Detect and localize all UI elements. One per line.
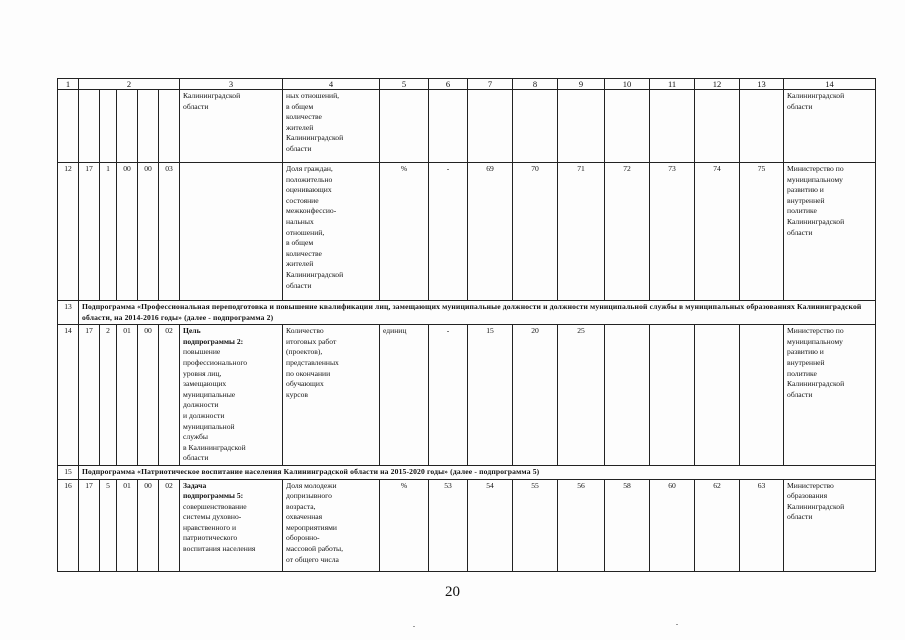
value-cell: 69 <box>468 163 513 301</box>
table-row-14 <box>58 325 876 466</box>
indicator-cell: Доля молодежи допризывного возраста, охваченная мероприятиями оборонно- массовой работы, от общего числа <box>283 479 380 571</box>
header-cell: 4 <box>283 79 380 90</box>
value-cell: 20 <box>513 325 558 466</box>
value-cell: 54 <box>468 479 513 571</box>
table-row-13 <box>58 301 876 325</box>
value-cell: 71 <box>558 163 605 301</box>
table-row-16 <box>58 479 876 571</box>
ministry-cell: Министерство по муниципальному развитию и внутренней политике Калининградской области <box>784 325 876 466</box>
table-row-15 <box>58 465 876 479</box>
value-cell <box>695 325 740 466</box>
indicator-cell: Количество итоговых работ (проектов), представленных по окончании обучающих курсов <box>283 325 380 466</box>
row-number: 13 <box>58 301 79 325</box>
header-cell: 14 <box>784 79 876 90</box>
code-cell: 2 <box>100 325 117 466</box>
subprogram-title: Подпрограмма «Патриотическое воспитание населения Калининградской области на 2015-2020 годы» (далее - подпрограмма 5) <box>79 465 876 479</box>
row-number: 14 <box>58 325 79 466</box>
goal-cell: Калининградской области <box>180 90 283 163</box>
value-cell: 15 <box>468 325 513 466</box>
subprogram-title: Подпрограмма «Профессиональная переподготовка и повышение квалификации лиц, замещающих муниципальные должности и должности муниципальной службы в муниципальных образованиях Калининградской области, на 2014-2016 годы» (далее - подпрограмма 2) <box>79 301 876 325</box>
code-cell: 17 <box>79 479 100 571</box>
header-cell: 12 <box>695 79 740 90</box>
value-cell: 58 <box>605 479 650 571</box>
value-cell: 25 <box>558 325 605 466</box>
scan-speck <box>676 624 678 625</box>
header-cell: 3 <box>180 79 283 90</box>
header-cell: 10 <box>605 79 650 90</box>
header-cell: 5 <box>380 79 429 90</box>
header-cell: 13 <box>740 79 784 90</box>
row-number: 12 <box>58 163 79 301</box>
code-cell: 00 <box>138 325 159 466</box>
value-cell: 62 <box>695 479 740 571</box>
goal-cell <box>180 163 283 301</box>
row-number: 15 <box>58 465 79 479</box>
indicator-cell: ных отношений, в общем количестве жителей Калининградской области <box>283 90 380 163</box>
value-cell: 75 <box>740 163 784 301</box>
goal-cell: Цель подпрограммы 2: повышение профессионального уровня лиц, замещающих муниципальные должности и должности муниципальной службы в Калининградской области <box>180 325 283 466</box>
code-cell: 00 <box>138 479 159 571</box>
value-cell: 74 <box>695 163 740 301</box>
indicators-table <box>57 78 876 572</box>
code-cell: 1 <box>100 163 117 301</box>
page-number: 20 <box>445 584 460 600</box>
header-cell: 2 <box>79 79 180 90</box>
ministry-cell: Министерство образования Калининградской области <box>784 479 876 571</box>
value-cell: 55 <box>513 479 558 571</box>
unit-cell: единиц <box>380 325 429 466</box>
unit-cell: % <box>380 163 429 301</box>
table-row-12 <box>58 163 876 301</box>
goal-cell: Задача подпрограммы 5: совершенствование системы духовно- нравственного и патриотического воспитания населения <box>180 479 283 571</box>
header-cell: 7 <box>468 79 513 90</box>
header-row <box>58 79 876 90</box>
value-cell: 72 <box>605 163 650 301</box>
code-cell: 01 <box>117 325 138 466</box>
code-cell: 00 <box>138 163 159 301</box>
value-cell <box>650 325 695 466</box>
value-cell: 60 <box>650 479 695 571</box>
ministry-cell: Калининградской области <box>784 90 876 163</box>
header-cell: 1 <box>58 79 79 90</box>
value-cell: 63 <box>740 479 784 571</box>
code-cell: 01 <box>117 479 138 571</box>
value-cell <box>740 325 784 466</box>
code-cell: 03 <box>159 163 180 301</box>
unit-cell: % <box>380 479 429 571</box>
indicator-cell: Доля граждан, положительно оценивающих состояние межконфессио- нальных отношений, в общем количестве жителей Калининградской области <box>283 163 380 301</box>
ministry-cell: Министерство по муниципальному развитию и внутренней политике Калининградской области <box>784 163 876 301</box>
code-cell: 5 <box>100 479 117 571</box>
scan-speck <box>413 626 415 627</box>
header-cell: 6 <box>429 79 468 90</box>
header-cell: 9 <box>558 79 605 90</box>
value-cell: 73 <box>650 163 695 301</box>
value-cell <box>605 325 650 466</box>
header-cell: 11 <box>650 79 695 90</box>
value-cell: 56 <box>558 479 605 571</box>
code-cell: 17 <box>79 163 100 301</box>
code-cell: 02 <box>159 325 180 466</box>
code-cell: 00 <box>117 163 138 301</box>
code-cell: 02 <box>159 479 180 571</box>
value-cell: - <box>429 325 468 466</box>
value-cell: - <box>429 163 468 301</box>
header-cell: 8 <box>513 79 558 90</box>
value-cell: 70 <box>513 163 558 301</box>
row-number: 16 <box>58 479 79 571</box>
code-cell: 17 <box>79 325 100 466</box>
value-cell: 53 <box>429 479 468 571</box>
table-row-continuation <box>58 90 876 163</box>
